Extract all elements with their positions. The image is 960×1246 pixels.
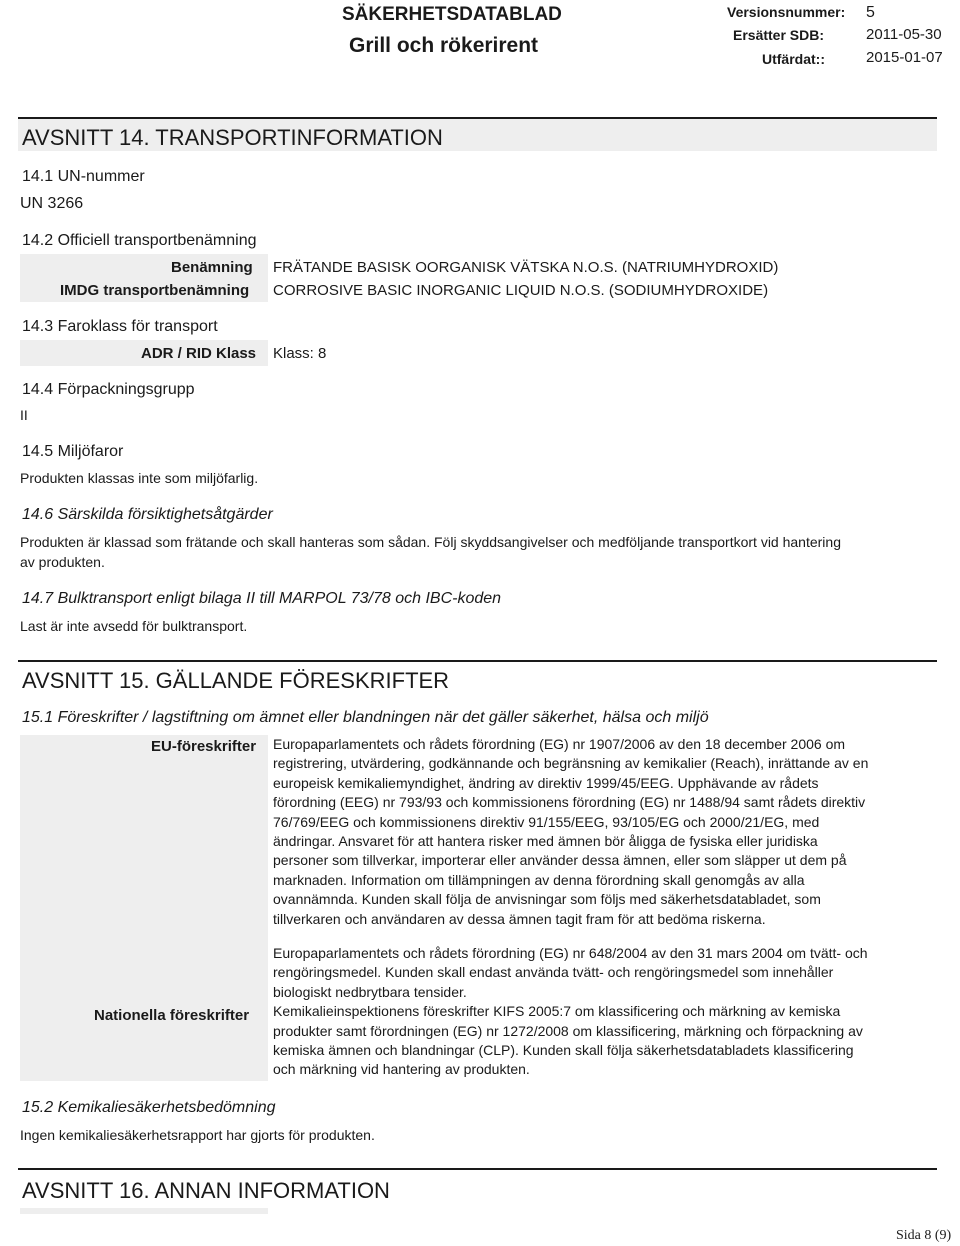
s14-2-row2-label: IMDG transportbenämning — [60, 282, 250, 299]
s14-2-heading: 14.2 Officiell transportbenämning — [22, 232, 257, 249]
section-16-title: AVSNITT 16. ANNAN INFORMATION — [22, 1178, 390, 1203]
eu-line: ovannämnda. Kunden skall följa de anvisningar som följs med säkerhetsdatabladet, som — [273, 891, 821, 908]
issued-value: 2015-01-07 — [866, 49, 943, 66]
eu-line: tillverkaren och användaren av dessa ämnen tagit fram för att bedöma riskerna. — [273, 910, 766, 927]
replaces-label: Ersätter SDB: — [733, 27, 825, 43]
section-15-title: AVSNITT 15. GÄLLANDE FÖRESKRIFTER — [22, 668, 450, 693]
s14-1-heading: 14.1 UN-nummer — [22, 168, 145, 185]
product-name: Grill och rökerirent — [349, 34, 539, 57]
section-14-title: AVSNITT 14. TRANSPORTINFORMATION — [22, 125, 443, 150]
eu-text — [273, 735, 943, 929]
eu-line: Europaparlamentets och rådets förordning (EG) nr 1907/2006 av den 18 december 2006 om — [273, 736, 846, 752]
issued-label: Utfärdat:: — [762, 51, 825, 67]
national-line: produkter samt förordningen (EG) nr 1272/2008 om klassificering, märkning och förpackning av — [273, 1022, 863, 1039]
eu-line: 76/769/EEG och kommissionens direktiv 91/155/EEG, 93/105/EG och 2000/21/EG, med — [273, 813, 820, 830]
s16-label-strip — [20, 1208, 268, 1214]
s15-2-heading: 15.2 Kemikaliesäkerhetsbedömning — [22, 1099, 276, 1116]
replaces-value: 2011-05-30 — [866, 26, 942, 43]
s14-5-value: Produkten klassas inte som miljöfarlig. — [20, 470, 259, 486]
eu-line: personer som tillverkar, importerar eller använder dessa ämnen, eller som släpper ut dem på — [273, 852, 847, 869]
national-label: Nationella föreskrifter — [94, 1007, 250, 1024]
eu-line: registrering, utvärdering, godkännande och begränsning av kemikalier (Reach), inrättande av en — [273, 755, 869, 772]
s14-3-label: ADR / RID Klass — [141, 345, 257, 362]
version-label: Versionsnummer: — [727, 4, 846, 20]
document-title: SÄKERHETSDATABLAD — [342, 4, 562, 25]
national-line: rengöringsmedel. Kunden skall endast använda tvätt- och rengöringsmedel som innehåller — [273, 964, 834, 981]
version-value: 5 — [866, 4, 875, 21]
s15-1-heading: 15.1 Föreskrifter / lagstiftning om ämnet eller blandningen när det gäller säkerhet, hälsa och miljö — [22, 709, 709, 726]
national-line: Europaparlamentets och rådets förordning (EG) nr 648/2004 av den 31 mars 2004 om tvätt- och — [273, 945, 868, 961]
s14-1-value: UN 3266 — [20, 195, 84, 212]
section-15-bar — [18, 660, 937, 692]
eu-line: europeisk kemikaliemyndighet, ändring av direktiv 1999/45/EEG. Upphävande av rådets — [273, 774, 819, 791]
eu-line: marknaden. Information om tillämpningen av denna förordning skall genomgås av alla — [273, 871, 805, 888]
s15-1-label-strip — [20, 735, 268, 1081]
s15-2-value: Ingen kemikaliesäkerhetsrapport har gjorts för produkten. — [20, 1127, 375, 1143]
s14-4-value: II — [20, 407, 28, 423]
eu-line: ändringar. Ansvaret för att hantera risker med ämnen bör åligga de fysiska eller juridiska — [273, 833, 818, 850]
national-line: Kemikalieinspektionens föreskrifter KIFS 2005:7 om klassificering och märkning av kemiska — [273, 1003, 841, 1020]
section-16-bar — [18, 1168, 937, 1202]
s14-5-heading: 14.5 Miljöfaror — [22, 443, 124, 460]
s14-7-heading: 14.7 Bulktransport enligt bilaga II till MARPOL 73/78 och IBC-koden — [22, 590, 502, 607]
s14-2-row1-value: FRÄTANDE BASISK OORGANISK VÄTSKA N.O.S. (NATRIUMHYDROXID) — [273, 259, 779, 276]
s14-2-row1-label: Benämning — [171, 259, 253, 276]
section-14-bar — [18, 117, 937, 151]
s14-7-value: Last är inte avsedd för bulktransport. — [20, 618, 248, 634]
s14-4-heading: 14.4 Förpackningsgrupp — [22, 381, 195, 398]
page-number: Sida 8 (9) — [896, 1228, 952, 1243]
s14-3-value: Klass: 8 — [273, 345, 327, 362]
eu-line: förordning (EEG) nr 793/93 och kommissionens förordning (EG) nr 1488/94 samt rådets direktiv — [273, 794, 866, 811]
s14-6-line2: av produkten. — [20, 554, 105, 570]
s14-2-row2-value: CORROSIVE BASIC INORGANIC LIQUID N.O.S. (SODIUMHYDROXIDE) — [273, 282, 769, 299]
national-line: och märkning vid hantering av produkten. — [273, 1061, 530, 1078]
s14-6-line1: Produkten är klassad som frätande och skall hanteras som sådan. Följ skyddsangivelser och medföljande transportkort vid hantering — [20, 534, 841, 550]
national-line: biologiskt nedbrytbara tensider. — [273, 983, 467, 1000]
s14-6-heading: 14.6 Särskilda försiktighetsåtgärder — [22, 506, 273, 523]
national-line: kemiska ämnen och blandningar (CLP). Kunden skall följa säkerhetsdatabladets klassificering — [273, 1042, 854, 1059]
eu-label: EU-föreskrifter — [151, 738, 257, 755]
national-text — [273, 944, 943, 1080]
s14-3-heading: 14.3 Faroklass för transport — [22, 318, 218, 335]
